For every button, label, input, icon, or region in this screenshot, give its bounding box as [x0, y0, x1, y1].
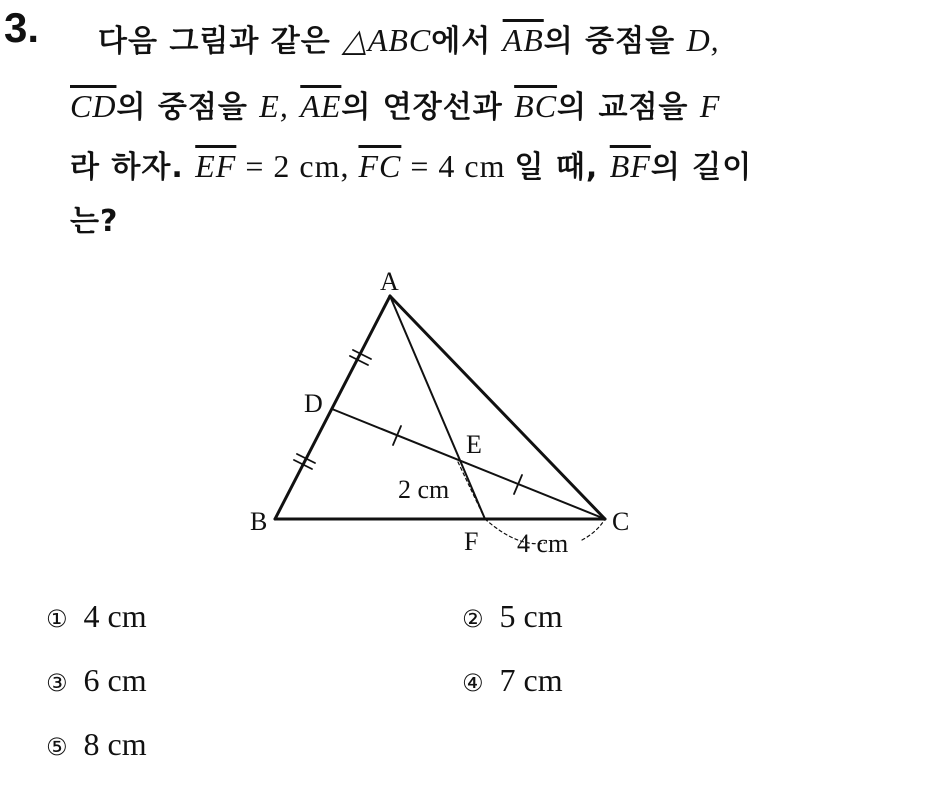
- question-text-segment: $\overline{BC}$: [514, 88, 558, 124]
- choice-2-number: ②: [462, 605, 484, 633]
- question-text-segment: 의 교점을: [557, 90, 700, 125]
- question-text-segment: D,: [686, 22, 720, 58]
- choice-4-number: ④: [462, 669, 484, 697]
- question-text-segment: △ABC: [342, 22, 432, 58]
- segment-dc: [332, 409, 605, 519]
- question-text-segment: 에서: [431, 24, 503, 59]
- question-text-segment: $\overline{AB}$: [502, 22, 544, 58]
- choice-5-text: 8 cm: [83, 726, 147, 762]
- measure-arc-ef: [458, 462, 485, 519]
- choice-4[interactable]: [462, 662, 563, 699]
- choice-1-number: ①: [46, 605, 68, 633]
- choice-1[interactable]: [46, 598, 147, 635]
- question-text-segment: $\overline{FC}$: [358, 148, 402, 184]
- question-text-segment: 의 중점을: [543, 24, 687, 59]
- label-b: B: [250, 507, 268, 536]
- question-text-segment: $\overline{BF}$: [609, 148, 651, 184]
- question-text-segment: E,: [259, 88, 289, 124]
- question-text-segment: = 4 cm: [401, 148, 515, 184]
- choice-3-text: 6 cm: [83, 662, 147, 698]
- question-number: 3.: [4, 4, 40, 51]
- measure-arc-fc-2: [582, 519, 605, 540]
- choice-1-text: 4 cm: [83, 598, 147, 634]
- question-text-segment: F: [699, 88, 721, 124]
- question-text-segment: $\overline{AE}$: [300, 88, 342, 124]
- choice-3-number: ③: [46, 669, 68, 697]
- choice-5[interactable]: [46, 726, 147, 763]
- question-text-segment: 일 때,: [514, 150, 610, 185]
- label-a: A: [380, 267, 399, 296]
- label-e: E: [466, 430, 482, 459]
- choice-2-text: 5 cm: [499, 598, 563, 634]
- question-text-segment: 의 연장선과: [341, 90, 515, 125]
- question-text-segment: $\overline{CD}$: [70, 88, 117, 124]
- choice-5-number: ⑤: [46, 733, 68, 761]
- label-fc-length: 4 cm: [517, 529, 569, 558]
- question-text-segment: 라 하자.: [70, 150, 196, 185]
- label-d: D: [304, 389, 323, 418]
- question-text-segment: = 2 cm,: [236, 148, 359, 184]
- question-text-segment: 의 길이: [650, 150, 753, 185]
- question-text-segment: 는?: [70, 204, 119, 239]
- question-text-segment: $\overline{EF}$: [195, 148, 237, 184]
- label-f: F: [464, 527, 479, 556]
- question-text-segment: 다음 그림과 같은: [98, 24, 343, 59]
- question-text-segment: 의 중점을: [116, 90, 260, 125]
- label-ef-length: 2 cm: [398, 475, 450, 504]
- label-c: C: [612, 507, 630, 536]
- choice-2[interactable]: [462, 598, 563, 635]
- choice-4-text: 7 cm: [499, 662, 563, 698]
- choice-3[interactable]: [46, 662, 147, 699]
- side-ab: [275, 296, 390, 519]
